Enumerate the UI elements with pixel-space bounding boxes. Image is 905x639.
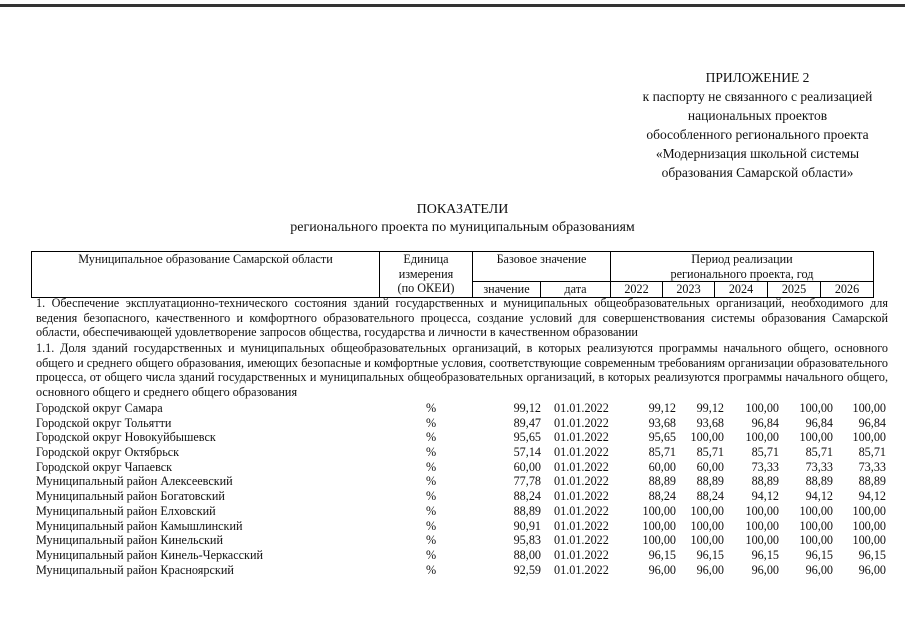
cell-2023: 85,71 [696,445,724,460]
col-year: 2023 [663,282,715,298]
page-title: ПОКАЗАТЕЛИ [416,202,509,217]
cell-base-date: 01.01.2022 [554,562,609,577]
top-rule [0,4,905,7]
cell-2022: 100,00 [642,533,676,548]
cell-base-value: 77,78 [513,474,541,489]
cell-2026: 96,00 [858,562,886,577]
cell-2022: 93,68 [648,415,676,430]
cell-2024: 96,00 [751,562,779,577]
cell-2024: 100,00 [745,503,779,518]
cell-2022: 96,00 [648,562,676,577]
cell-base-date: 01.01.2022 [554,459,609,474]
cell-2025: 100,00 [799,503,833,518]
cell-base-value: 60,00 [513,459,541,474]
page-subtitle: регионального проекта по муниципальным образованиям [290,220,635,235]
col-period [611,252,874,282]
appendix-title: ПРИЛОЖЕНИЕ 2 [705,70,810,85]
cell-municipality: Муниципальный район Алексеевский [36,474,233,489]
cell-base-value: 57,14 [513,445,541,460]
section-1-1-text: 1.1. Доля зданий государственных и муниципальных общеобразовательных организаций, в которых реализуются программы начального общего, основного общего и среднего общего образования, имеющих безопасные и комфортные условия, соответствующие современным требованиям организации образовательного процесса, от общего числа зданий государственных и муниципальных общеобразовательных организаций, в которых реализуются программы начального общего, основного общего и среднего общего образования [36,341,888,399]
cell-base-value: 95,65 [513,430,541,445]
cell-municipality: Муниципальный район Кинель-Черкасский [36,547,263,562]
cell-2023: 100,00 [690,533,724,548]
cell-unit: % [426,533,437,548]
cell-municipality: Городской округ Октябрьск [36,445,180,460]
cell-municipality: Муниципальный район Красноярский [36,562,234,577]
cell-base-value: 95,83 [513,533,541,548]
cell-base-value: 88,89 [513,503,541,518]
cell-2023: 100,00 [690,430,724,445]
cell-unit: % [426,489,437,504]
cell-2026: 94,12 [858,489,886,504]
cell-2023: 100,00 [690,503,724,518]
cell-unit: % [426,415,437,430]
cell-2023: 60,00 [696,459,724,474]
col-year: 2024 [715,282,768,298]
cell-unit: % [426,474,437,489]
cell-base-value: 88,00 [513,547,541,562]
col-period-line: Период реализации [691,252,793,266]
cell-2024: 88,89 [751,474,779,489]
cell-2025: 94,12 [805,489,833,504]
appendix-line: национальных проектов [687,108,828,123]
cell-base-value: 90,91 [513,518,541,533]
cell-base-date: 01.01.2022 [554,518,609,533]
cell-2025: 96,15 [805,547,833,562]
col-base-value: значение [473,282,541,298]
cell-2026: 73,33 [858,459,886,474]
cell-municipality: Городской округ Новокуйбышевск [36,430,216,445]
section-1-text: 1. Обеспечение эксплуатационно-технического состояния зданий государственных и муниципальных общеобразовательных организаций, необходимого для ведения безопасного, качественного и комфортного образовательного процесса, создание условий для совершенствования системы образования Самарской области, обеспечивающей удовлетворение запросов общества, государства и личности в качественном образовании [36,296,888,340]
col-unit-line: Единица [403,252,449,266]
cell-base-date: 01.01.2022 [554,547,609,562]
cell-2023: 99,12 [696,401,724,415]
col-unit [380,252,473,298]
cell-base-date: 01.01.2022 [554,503,609,518]
appendix-line: образования Самарской области» [661,165,854,180]
cell-2024: 100,00 [745,533,779,548]
cell-2024: 73,33 [751,459,779,474]
cell-unit: % [426,459,437,474]
cell-base-date: 01.01.2022 [554,445,609,460]
cell-base-value: 88,24 [513,489,541,504]
cell-unit: % [426,562,437,577]
cell-2022: 60,00 [648,459,676,474]
cell-2026: 100,00 [852,533,886,548]
cell-unit: % [426,518,437,533]
cell-2024: 85,71 [751,445,779,460]
cell-2022: 85,71 [648,445,676,460]
col-unit-line: (по ОКЕИ) [397,281,455,295]
cell-unit: % [426,547,437,562]
indicator-table-header [31,251,874,298]
cell-base-date: 01.01.2022 [554,401,609,415]
cell-unit: % [426,401,437,415]
cell-2023: 88,24 [696,489,724,504]
appendix-block [615,68,900,182]
cell-2022: 95,65 [648,430,676,445]
cell-municipality: Муниципальный район Елховский [36,503,216,518]
cell-2023: 88,89 [696,474,724,489]
cell-unit: % [426,503,437,518]
cell-municipality: Городской округ Тольятти [36,415,172,430]
cell-2024: 100,00 [745,518,779,533]
col-period-line: регионального проекта, год [670,266,814,281]
cell-2026: 100,00 [852,518,886,533]
cell-2024: 96,15 [751,547,779,562]
cell-2024: 96,84 [751,415,779,430]
cell-municipality: Городской округ Чапаевск [36,459,173,474]
cell-2022: 88,24 [648,489,676,504]
cell-base-value: 92,59 [513,562,541,577]
cell-base-date: 01.01.2022 [554,430,609,445]
cell-2025: 100,00 [799,533,833,548]
cell-2024: 94,12 [751,489,779,504]
cell-2025: 100,00 [799,401,833,415]
cell-municipality: Муниципальный район Камышлинский [36,518,243,533]
cell-2026: 100,00 [852,430,886,445]
cell-2025: 73,33 [805,459,833,474]
cell-2024: 100,00 [745,430,779,445]
col-year: 2025 [768,282,821,298]
cell-2023: 96,15 [696,547,724,562]
cell-2026: 88,89 [858,474,886,489]
cell-base-value: 89,47 [513,415,541,430]
cell-base-date: 01.01.2022 [554,415,609,430]
cell-2026: 100,00 [852,401,886,415]
col-unit-line: измерения [398,266,454,281]
cell-municipality: Городской округ Самара [36,401,163,415]
cell-2022: 96,15 [648,547,676,562]
cell-2023: 96,00 [696,562,724,577]
appendix-line: «Модернизация школьной системы [655,146,860,161]
cell-unit: % [426,430,437,445]
col-year: 2026 [821,282,874,298]
cell-2025: 96,00 [805,562,833,577]
cell-2022: 88,89 [648,474,676,489]
cell-base-date: 01.01.2022 [554,474,609,489]
cell-2026: 85,71 [858,445,886,460]
cell-2025: 100,00 [799,430,833,445]
col-base: Базовое значение [473,252,611,282]
cell-2026: 100,00 [852,503,886,518]
cell-2023: 93,68 [696,415,724,430]
appendix-line: к паспорту не связанного с реализацией [642,89,873,104]
cell-2025: 100,00 [799,518,833,533]
cell-2026: 96,84 [858,415,886,430]
cell-2022: 99,12 [648,401,676,415]
cell-base-value: 99,12 [513,401,541,415]
col-base-date: дата [541,282,611,298]
cell-2025: 88,89 [805,474,833,489]
cell-2025: 96,84 [805,415,833,430]
cell-base-date: 01.01.2022 [554,533,609,548]
cell-2026: 96,15 [858,547,886,562]
cell-2023: 100,00 [690,518,724,533]
cell-municipality: Муниципальный район Кинельский [36,533,223,548]
cell-2025: 85,71 [805,445,833,460]
cell-2024: 100,00 [745,401,779,415]
appendix-line: обособленного регионального проекта [646,127,869,142]
col-year: 2022 [611,282,663,298]
cell-2022: 100,00 [642,518,676,533]
cell-2022: 100,00 [642,503,676,518]
cell-municipality: Муниципальный район Богатовский [36,489,225,504]
cell-unit: % [426,445,437,460]
cell-base-date: 01.01.2022 [554,489,609,504]
col-municipality: Муниципальное образование Самарской области [32,252,380,298]
